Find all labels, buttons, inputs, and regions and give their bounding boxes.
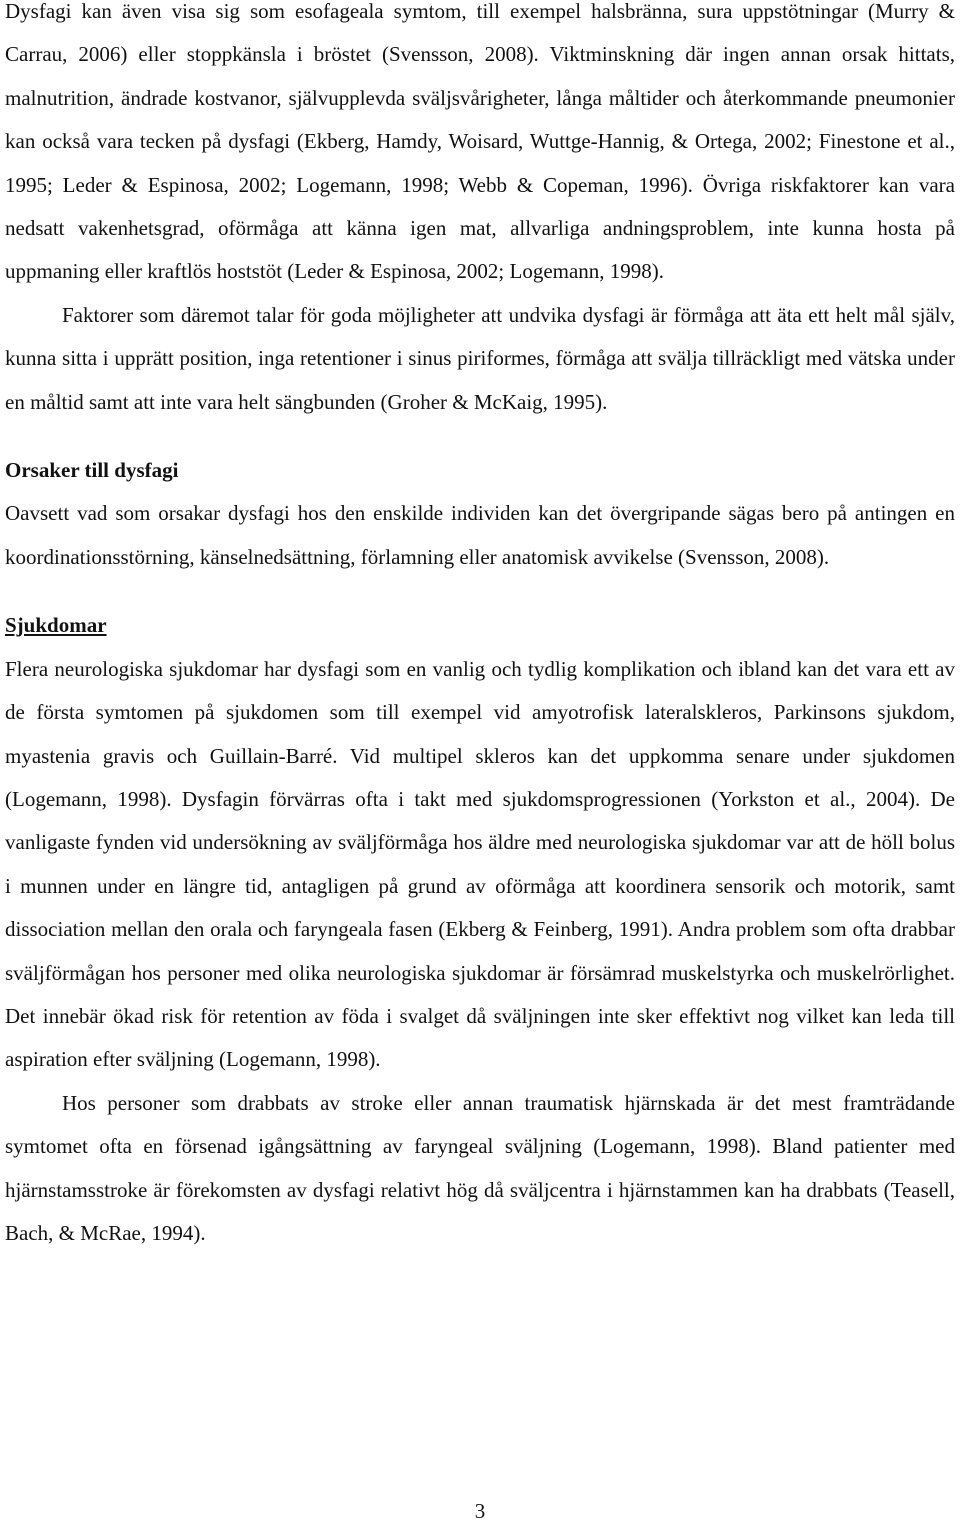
page-number: 3 <box>474 1499 486 1523</box>
body-paragraph: Hos personer som drabbats av stroke eller annan traumatisk hjärnskada är det mest framträdande symtomet ofta en försenad igångsättning av faryngeal sväljning (Logemann, 1998). Bland patienter med hjärnstamsstroke är förekomsten av dysfagi relativt hög då sväljcentra i hjärnstammen kan ha drabbats (Teasell, Bach, & McRae, 1994). <box>5 1090 955 1245</box>
subsection-heading: Sjukdomar <box>5 613 107 638</box>
document-page <box>5 0 955 1255</box>
body-paragraph: Flera neurologiska sjukdomar har dysfagi som en vanlig och tydlig komplikation och ibland kan det vara ett av de första symtomen på sjukdomen som till exempel vid amyotrofisk lateralskleros, Parkinsons sjukdom, myastenia gravis och Guillain-Barré. Vid multipel skleros kan det uppkomma senare under sjukdomen (Logemann, 1998). Dysfagin förvärras ofta i takt med sjukdomsprogressionen (Yorkston et al., 2004). De vanligaste fynden vid undersökning av sväljförmåga hos äldre med neurologiska sjukdomar var att de höll bolus i munnen under en längre tid, antagligen på grund av oförmåga att koordinera sensorik och motorik, samt dissociation mellan den orala och faryngeala fasen (Ekberg & Feinberg, 1991). Andra problem som ofta drabbar sväljförmågan hos personer med olika neurologiska sjukdomar är försämrad muskelstyrka och muskelrörlighet. Det innebär ökad risk för retention av föda i svalget då sväljningen inte sker effektivt nog vilket kan leda till aspiration efter sväljning (Logemann, 1998). <box>5 656 955 1072</box>
body-paragraph: Faktorer som däremot talar för goda möjligheter att undvika dysfagi är förmåga att äta ett helt mål själv, kunna sitta i upprätt position, inga retentioner i sinus piriformes, förmåga att svälja tillräckligt med vätska under en måltid samt att inte vara helt sängbunden (Groher & McKaig, 1995). <box>5 302 955 414</box>
body-paragraph: Oavsett vad som orsakar dysfagi hos den enskilde individen kan det övergripande sägas bero på antingen en koordinationsstörning, känselnedsättning, förlamning eller anatomisk avvikelse (Svensson, 2008). <box>5 501 955 569</box>
section-heading: Orsaker till dysfagi <box>5 458 179 483</box>
body-paragraph: Dysfagi kan även visa sig som esofageala symtom, till exempel halsbränna, sura uppstötningar (Murry & Carrau, 2006) eller stoppkänsla i bröstet (Svensson, 2008). Viktminskning där ingen annan orsak hittats, malnutrition, ändrade kostvanor, självupplevda sväljsvårigheter, långa måltider och återkommande pneumonier kan också vara tecken på dysfagi (Ekberg, Hamdy, Woisard, Wuttge-Hannig, & Ortega, 2002; Finestone et al., 1995; Leder & Espinosa, 2002; Logemann, 1998; Webb & Copeman, 1996). Övriga riskfaktorer kan vara nedsatt vakenhetsgrad, oförmåga att känna igen mat, allvarliga andningsproblem, inte kunna hosta på uppmaning eller kraftlös hoststöt (Leder & Espinosa, 2002; Logemann, 1998). <box>5 0 955 284</box>
